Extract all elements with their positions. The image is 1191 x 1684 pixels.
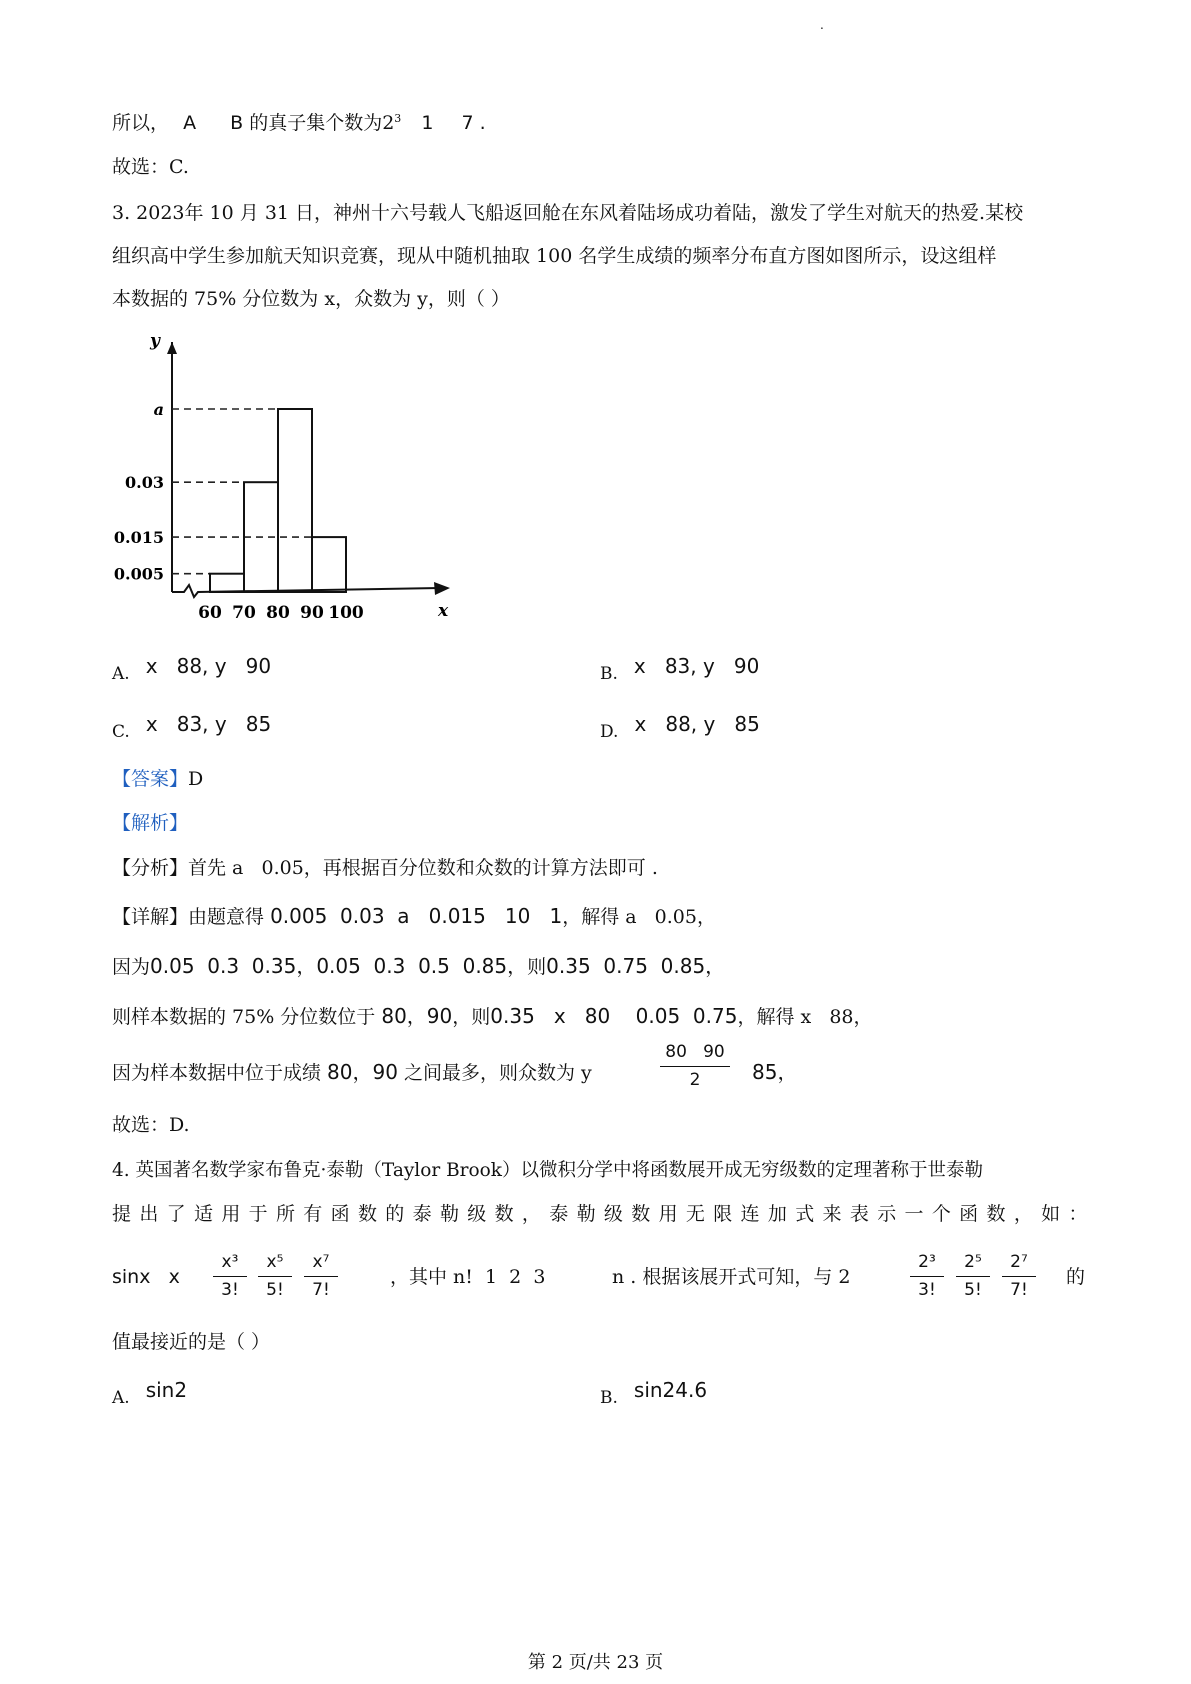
histogram-bar <box>312 537 346 592</box>
q4-stem-line-2 <box>112 1205 1088 1224</box>
option-text: sin24.6 <box>633 1378 708 1402</box>
y-axis-label: y <box>150 331 160 351</box>
text-segment: ，则 <box>452 1006 491 1028</box>
fenxi-line <box>112 859 658 878</box>
q4-stem-char: 的 <box>385 1203 405 1225</box>
term-2p7-over-7fact <box>1002 1254 1036 1299</box>
option-label: A. <box>112 664 130 684</box>
detail-tag: 【详解】 <box>112 906 189 928</box>
q4-factorial-def: ，其中 n! 1 2 3 <box>390 1266 546 1288</box>
q4-stem-char: 数 <box>494 1203 514 1225</box>
q4-stem-char: 勒 <box>576 1203 596 1225</box>
q4-de: 的 <box>1066 1266 1086 1288</box>
q4-stem-char: 用 <box>221 1203 241 1225</box>
text-segment: 则样本数据的 75% 分位数位于 <box>112 1006 382 1028</box>
q4-stem-char: 个 <box>931 1203 951 1225</box>
q4-stem-char: 函 <box>959 1203 979 1225</box>
mode-fraction <box>660 1044 730 1089</box>
detail-line-4 <box>112 1062 592 1083</box>
q4-sin-expansion-start: sinx x <box>112 1266 180 1288</box>
q4-stem-char: 数 <box>631 1203 651 1225</box>
fraction-denominator: 7! <box>312 1280 330 1300</box>
detail-line-2 <box>112 956 725 977</box>
q4-stem-char: ， <box>1013 1203 1033 1225</box>
fraction-numerator: 2⁵ <box>964 1252 982 1272</box>
q4-stem-char: 有 <box>303 1203 323 1225</box>
frequency-histogram <box>112 322 472 634</box>
x-tick-label: 80 <box>266 603 290 623</box>
fraction-denominator: 3! <box>221 1280 239 1300</box>
term-2p5-over-5fact <box>956 1254 990 1299</box>
text-segment: 之间最多，则众数为 y <box>397 1062 592 1084</box>
answer-value: D <box>188 768 204 790</box>
q4-stem-char: 如 <box>1041 1203 1061 1225</box>
q4-stem-line-4: 值最接近的是（ ） <box>112 1331 271 1353</box>
q4-stem-char: 限 <box>713 1203 733 1225</box>
equation: 0.35 x 80 0.05 0.75 <box>490 1004 738 1028</box>
q4-stem-char: 函 <box>330 1203 350 1225</box>
text-segment: 则 <box>527 956 547 978</box>
q3-stem-line-1: 3. 2023年 10 月 31 日，神州十六号载人飞船返回舱在东风着陆场成功着陆，激发了学生对航天的热爱.某校 <box>112 202 1024 224</box>
mode-result: 85， <box>752 1060 798 1084</box>
x-tick-label: 90 <box>300 603 324 623</box>
q4-option-a[interactable] <box>112 1378 188 1408</box>
term-x5-over-5fact <box>258 1254 292 1299</box>
q4-stem-char: 了 <box>166 1203 186 1225</box>
analysis-heading: 【解析】 <box>112 812 189 834</box>
q4-stem-char: 来 <box>822 1203 842 1225</box>
fraction-numerator: 2⁷ <box>1010 1252 1028 1272</box>
q4-stem-char: 于 <box>248 1203 268 1225</box>
line-subset-count <box>112 113 486 133</box>
page-footer: 第 2 页/共 23 页 <box>527 1652 664 1673</box>
q3-option-c[interactable] <box>112 712 272 742</box>
histogram-bar <box>278 409 312 592</box>
option-label: D. <box>600 722 619 742</box>
fenxi-text: 首先 a 0.05，再根据百分位数和众数的计算方法即可 . <box>188 857 658 879</box>
fraction-denominator: 5! <box>266 1280 284 1300</box>
math-number: 1 <box>421 112 434 134</box>
option-text: x 83, y 85 <box>145 712 272 736</box>
math-number: 7 . <box>461 112 486 134</box>
q4-stem-char: 级 <box>467 1203 487 1225</box>
q3-option-d[interactable] <box>600 712 760 742</box>
q4-stem-char: ： <box>1068 1203 1088 1225</box>
equation: 0.35 0.75 0.85， <box>546 954 726 978</box>
q4-stem-char: 表 <box>849 1203 869 1225</box>
term-x3-over-3fact <box>213 1254 247 1299</box>
q4-expansion-note: n . 根据该展开式可知，与 2 <box>612 1266 851 1288</box>
fraction-numerator: x⁵ <box>266 1252 284 1272</box>
x-axis-arrow <box>434 582 450 595</box>
q4-stem-char: 加 <box>767 1203 787 1225</box>
answer-line <box>112 770 203 789</box>
x-tick-label: 60 <box>198 603 222 623</box>
q4-stem-char: 用 <box>658 1203 678 1225</box>
equation: 0.005 0.03 a 0.015 10 1 <box>270 904 563 928</box>
text-segment: ，解得 x 88， <box>737 1006 873 1028</box>
y-axis-arrow <box>167 342 177 354</box>
histogram-bar <box>210 574 244 592</box>
q4-stem-char: 适 <box>193 1203 213 1225</box>
x-tick-label: 100 <box>328 603 364 623</box>
option-text: x 88, y 90 <box>145 654 272 678</box>
q4-stem-char: ， <box>521 1203 541 1225</box>
q4-stem-char: 提 <box>112 1203 132 1225</box>
q4-stem-char: 出 <box>139 1203 159 1225</box>
y-value-label: 0.015 <box>113 528 164 548</box>
answer-tag: 【答案】 <box>112 768 189 790</box>
q4-stem-char: 泰 <box>412 1203 432 1225</box>
y-value-label: 0.005 <box>113 564 164 584</box>
q4-stem-char: 一 <box>904 1203 924 1225</box>
option-text: sin2 <box>145 1378 188 1402</box>
fraction-numerator: x³ <box>221 1252 239 1272</box>
fraction-denominator: 5! <box>964 1280 982 1300</box>
q4-option-b[interactable] <box>600 1378 708 1408</box>
q4-stem-char: 连 <box>740 1203 760 1225</box>
fraction-denominator: 2 <box>689 1070 701 1090</box>
line-choose-c: 故选：C. <box>112 156 189 178</box>
x-tick-label: 70 <box>232 603 256 623</box>
option-label: B. <box>600 664 618 684</box>
option-text: x 88, y 85 <box>634 712 760 736</box>
q3-option-b[interactable] <box>600 654 760 684</box>
q3-stem-line-2: 组织高中学生参加航天知识竞赛，现从中随机抽取 100 名学生成绩的频率分布直方图如图所示，设这组样 <box>112 245 997 267</box>
line-choose-d: 故选：D. <box>112 1114 190 1136</box>
top-dot: . <box>820 18 824 32</box>
q4-stem-char: 数 <box>357 1203 377 1225</box>
q3-option-a[interactable] <box>112 654 272 684</box>
option-label: B. <box>600 1388 618 1408</box>
term-2p3-over-3fact <box>910 1254 944 1299</box>
q4-stem-char: 级 <box>603 1203 623 1225</box>
option-label: A. <box>112 1388 130 1408</box>
fraction-numerator: 2³ <box>918 1252 936 1272</box>
y-value-label: a <box>153 400 164 419</box>
q3-stem-line-3: 本数据的 75% 分位数为 x，众数为 y，则（ ） <box>112 288 510 310</box>
text-segment: 由题意得 <box>188 906 271 928</box>
text-segment: 的真子集个数为2 <box>249 112 395 134</box>
option-label: C. <box>112 722 130 742</box>
q4-stem-line-1: 4. 英国著名数学家布鲁克·泰勒（Taylor Brook）以微积分学中将函数展开成无穷级数的定理著称于世泰勒 <box>112 1160 984 1181</box>
q4-stem-char: 数 <box>986 1203 1006 1225</box>
y-value-label: 0.03 <box>125 473 164 493</box>
text-segment: 所以， <box>112 112 170 134</box>
fenxi-tag: 【分析】 <box>112 857 189 879</box>
fraction-numerator: x⁷ <box>312 1252 330 1272</box>
x-axis-label: x <box>438 601 449 621</box>
detail-line-3 <box>112 1006 873 1027</box>
q4-stem-char: 所 <box>275 1203 295 1225</box>
fraction-numerator: 80 90 <box>665 1042 725 1062</box>
exponent: 3 <box>394 112 402 125</box>
equation: 0.05 0.3 0.35，0.05 0.3 0.5 0.85， <box>150 954 528 978</box>
fraction-denominator: 3! <box>918 1280 936 1300</box>
interval: 80，90 <box>327 1060 398 1084</box>
fraction-denominator: 7! <box>1010 1280 1028 1300</box>
interval: 80，90 <box>381 1004 453 1028</box>
q4-stem-char: 泰 <box>549 1203 569 1225</box>
text-segment: 因为样本数据中位于成绩 <box>112 1062 328 1084</box>
math-symbol: A <box>183 112 197 134</box>
text-segment: ，解得 a 0.05， <box>562 906 716 928</box>
term-x7-over-7fact <box>304 1254 338 1299</box>
option-text: x 83, y 90 <box>633 654 760 678</box>
q4-stem-char: 式 <box>795 1203 815 1225</box>
q4-stem-char: 无 <box>685 1203 705 1225</box>
text-segment: 因为 <box>112 956 151 978</box>
q4-stem-char: 示 <box>877 1203 897 1225</box>
detail-line-1 <box>112 906 716 927</box>
q4-stem-char: 勒 <box>439 1203 459 1225</box>
math-symbol: B <box>230 112 244 134</box>
